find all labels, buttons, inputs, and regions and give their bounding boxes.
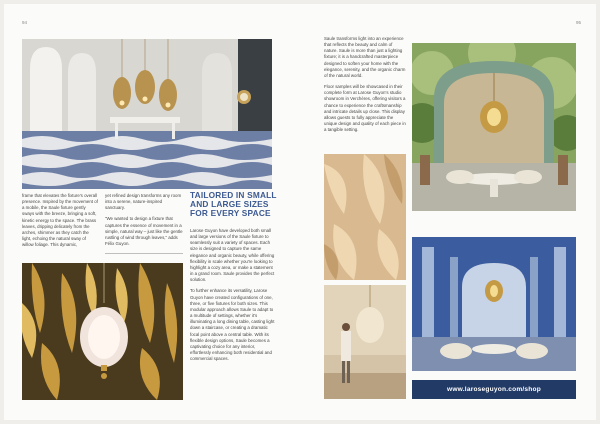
photo-brass-leaves-closeup — [324, 154, 406, 280]
divider — [105, 253, 183, 254]
photo-columns-lounge — [412, 237, 576, 371]
text-column-2 — [105, 193, 183, 252]
photo-brass-leaves-pendant — [22, 263, 183, 400]
photo-arched-dining-room — [22, 39, 272, 189]
left-page — [4, 4, 298, 420]
text-column-3 — [190, 228, 276, 367]
paragraph: To further enhance its versatility, Larose Guyon have created configurations of one, three, or five fixtures for both sizes. This modular approach allows Saule to adapt to a multitude of settings, whether it's illuminating a long dining table, casting light down a staircase, or creating a dramatic focal point above a central table. With its flexible design options, Saule becomes a captivating choice for any interior, effortlessly enhancing both residential and commercial spaces. — [190, 288, 275, 362]
text-column-1 — [324, 36, 406, 138]
paragraph: Larose Guyon have developed both small and large versions of the Saule fixture to seamlessly suit a variety of spaces. Each size is designed to capture the same elegance and organic beauty, while offering flexibility in scale whether you're looking to highlight a cozy area, or make a statement in a grand room. Saule provides the perfect solution. — [190, 228, 275, 283]
page-number: 95 — [576, 20, 582, 25]
section-heading: TAILORED IN SMALL AND LARGE SIZES FOR EVERY SPACE — [190, 190, 277, 218]
shop-url-banner[interactable]: www.laroseguyon.com/shop — [412, 380, 576, 399]
photo-garden-dining-table — [412, 43, 576, 211]
paragraph: frame that elevates the fixture's overall presence. Inspired by the movement of a mobile, the Saule fixture gently sways with the breeze, bringing a soft, kinetic energy to the space. The brass leaves, dripping delicately from the arches, shimmer as they catch the light, echoing the natural sway of willow foliage. This dynamic, — [22, 193, 98, 248]
paragraph: yet refined design transforms any room into a serene, nature-inspired sanctuary. — [105, 193, 182, 211]
pull-quote: “We wanted to design a fixture that captures the essence of movement in a simple, natural way – just like the gentle rustling of wind through leaves,” adds Félix Guyon. — [105, 216, 183, 247]
text-column-1 — [22, 193, 98, 253]
paragraph: Saule transforms light into an experience that reflects the beauty and calm of nature. Saule is more than just a lighting fixture; it is a handcrafted masterpiece designed to soften your home with the elegance, serenity, and the organic charm of the natural world. — [324, 36, 406, 78]
page-number: 94 — [22, 20, 28, 25]
right-page — [298, 4, 596, 420]
paragraph: Floor samples will be showcased in their complete form at Larose Guyon's studio showroom in Verchères, offering visitors a chance to experience the craftsmanship and intricate details up close. This display allows guests to fully appreciate the unique design and quality of each piece in a tangible setting. — [324, 84, 406, 133]
photo-person-in-studio — [324, 285, 406, 399]
